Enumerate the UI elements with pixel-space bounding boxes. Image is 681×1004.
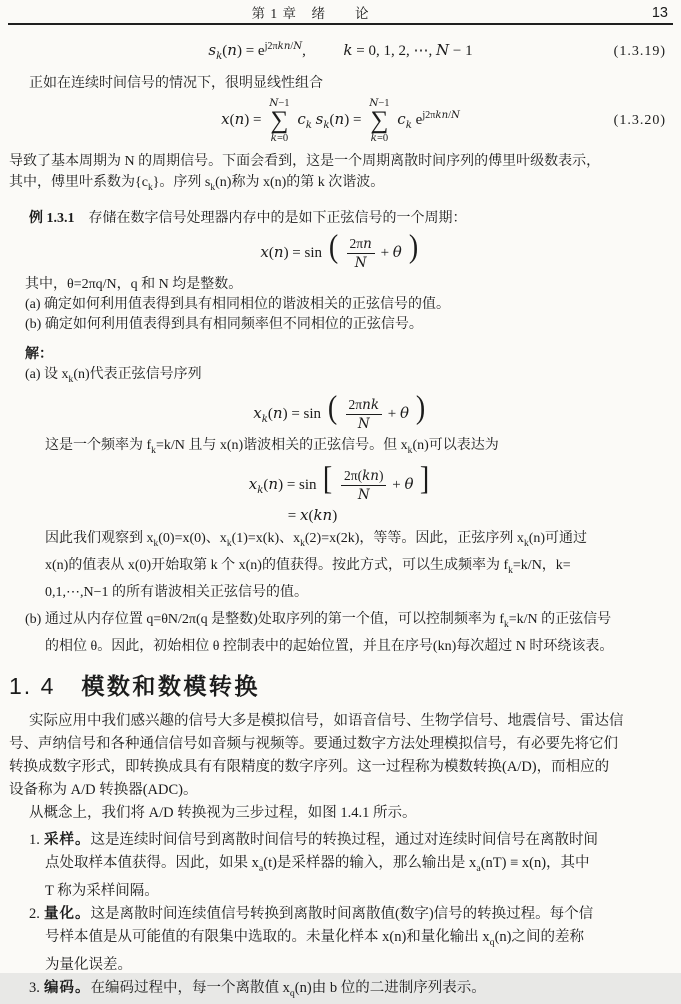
text-line: 0,1,⋯,N−1 的所有谐波相关正弦信号的值。 xyxy=(45,584,309,600)
question-a: (a) 确定如何利用值表得到具有相同相位的谐波相关的正弦信号的值。 xyxy=(25,296,451,312)
section-title: 模数和数模转换 xyxy=(81,672,260,699)
text-line: 其中，傅里叶系数为$\{c_k\}$。序列 $s_k(n)$称为 x(n)的第 k 次谐波。 xyxy=(9,175,385,193)
equation-xk-sin-bracket xyxy=(9,460,672,506)
text-line: 因此我们观察到 $x_k(0)=x(0)$、$x_k(1)=x(k)$、$x_k(2)=x(2k)$，等等。因此，正弦序列 $x_k(n)$可通过 xyxy=(45,531,588,550)
eq-term: + θ xyxy=(387,403,409,422)
example-1-3-1-heading xyxy=(9,209,672,229)
fraction-denominator: N xyxy=(354,254,367,271)
text-line xyxy=(9,903,672,926)
open-bracket: [ xyxy=(323,461,333,498)
equation-1-3-20 xyxy=(9,95,672,147)
equation-xk-sin xyxy=(9,390,672,434)
text-line xyxy=(9,977,672,1004)
fraction-denominator: N xyxy=(357,487,370,504)
text-line: x(n)的值表从 x(0)开始取第 k 个 x(n)的值获得。按此方式，可以生成频率为 $f_k=k/N$，k= xyxy=(45,558,571,576)
solution-a-middle: 这是一个频率为 $f_k=k/N$ 且与 x(n)谐波相关的正弦信号。但 $x_k(n)$可以表达为 xyxy=(45,437,499,456)
step-item-coding xyxy=(9,977,672,1004)
fraction xyxy=(346,397,382,432)
list-number: 1. xyxy=(29,831,40,848)
fraction-numerator: 2π(kn) xyxy=(341,468,386,486)
section-1-4-paragraph xyxy=(9,710,672,825)
equation-body: $s_k(n) = e^{j2\pi kn/N}$, k = 0, 1, 2, ⋯, N − 1 xyxy=(208,41,473,62)
eq-term: $x_k(n) = \sin$ xyxy=(253,403,322,425)
text-line: 号样本值是从可能值的有限集中选取的。未量化样本 x(n)和量化输出 $x_q(n)$之间的差称 xyxy=(45,928,584,948)
close-bracket: ] xyxy=(420,461,430,498)
step-item-quantization xyxy=(9,903,672,977)
solution-b-paragraph xyxy=(9,609,672,657)
paragraph-fourier-series xyxy=(9,151,672,199)
fraction xyxy=(347,236,375,271)
question-b: (b) 确定如何利用值表得到具有相同频率但不同相位的正弦信号。 xyxy=(25,316,423,332)
open-paren: ( xyxy=(327,389,337,426)
solution-a-intro: (a) 设 $x_k(n)$代表正弦信号序列 xyxy=(25,366,202,385)
step-term: 采样。 xyxy=(44,831,91,848)
close-paren: ) xyxy=(408,228,418,265)
text-line: 为量化误差。 xyxy=(45,956,132,973)
equation-number: (1.3.20) xyxy=(613,113,666,128)
section-number: 1. 4 xyxy=(9,672,56,699)
text-line: 实际应用中我们感兴趣的信号大多是模拟信号，如语音信号、生物学信号、地震信号、雷达信 xyxy=(29,712,624,729)
step-term: 量化。 xyxy=(44,905,91,922)
fraction-denominator: N xyxy=(357,415,370,432)
fraction-numerator: 2πnk xyxy=(346,397,382,415)
where-line: 其中，θ=2πq/N，q 和 N 均是整数。 xyxy=(25,276,243,292)
list-number: 2. xyxy=(29,905,40,922)
paragraph-linear-combination: 正如在连续时间信号的情况下，很明显线性组合 xyxy=(29,76,323,91)
equation-1-3-19 xyxy=(9,40,672,64)
text-line: 点处取样本值获得。因此，如果 $x_a(t)$是采样器的输入，那么输出是 $x_a(nT) \equiv x(n)$，其中 xyxy=(45,854,590,874)
equation-example-sinusoid xyxy=(9,229,672,273)
text-line: T 称为采样间隔。 xyxy=(45,882,159,899)
eq-term: $x_k(n) = \sin$ xyxy=(248,475,317,497)
eq-term: + θ xyxy=(392,475,414,494)
step-term: 编码。 xyxy=(44,979,91,996)
example-label: 例 1.3.1 xyxy=(29,210,75,226)
equation-body xyxy=(249,463,432,503)
step-text: 这是离散时间连续值信号转换到离散时间离散值(数字)信号的转换过程。每个信 xyxy=(90,905,594,922)
close-paren: ) xyxy=(415,389,425,426)
eq-term: x(n) = xyxy=(221,110,262,129)
sum-lower-limit: k=0 xyxy=(370,132,389,144)
example-statement: 存储在数字信号处理器内存中的是如下正弦信号的一个周期： xyxy=(88,210,467,226)
fraction xyxy=(341,468,386,503)
eq-term: $c_k$ $s_k(n)$ = xyxy=(297,110,362,132)
page-number: 13 xyxy=(651,5,668,21)
equation-body xyxy=(221,98,460,144)
sum-upper-limit: N−1 xyxy=(369,97,390,109)
step-text: 在编码过程中，每一个离散值 $x_q(n)$由 b 位的二进制序列表示。 xyxy=(90,979,486,999)
list-number: 3. xyxy=(29,979,40,996)
text-line: 导致了基本周期为 N 的周期信号。下面会看到，这是一个周期离散时间序列的傅里叶级数表示， xyxy=(9,154,601,169)
equation-x-kn xyxy=(0,506,644,524)
step-item-sampling xyxy=(9,829,672,903)
eq-term: + θ xyxy=(380,242,402,261)
eq-term: x(n) = sin xyxy=(260,242,323,261)
open-paren: ( xyxy=(328,228,338,265)
equation-number: (1.3.19) xyxy=(613,44,666,59)
text-line: 的相位 θ。因此，初始相位 θ 控制表中的起始位置，并且在序号(kn)每次超过 N 时环绕该表。 xyxy=(45,638,614,654)
sigma-glyph: ∑ xyxy=(270,107,289,134)
step-text: 这是连续时间信号到离散时间信号的转换过程，通过对连续时间信号在离散时间 xyxy=(90,831,598,848)
text-line: 号、声纳信号和各种通信信号如音频与视频等。要通过数字方法处理模拟信号，有必要先将它们 xyxy=(9,735,618,752)
summation-symbol xyxy=(369,98,389,144)
text-line: (b) 通过从内存位置 q=θN/2π(q 是整数)处取序列的第一个值，可以控制频率为 $f_k=k/N$ 的正弦信号 xyxy=(25,611,612,630)
sigma-glyph: ∑ xyxy=(370,107,389,134)
chapter-header: 第 1 章 绪 论 xyxy=(251,6,370,21)
solution-a-paragraph xyxy=(9,528,672,603)
section-heading-1-4 xyxy=(9,670,672,702)
page-header xyxy=(9,0,672,23)
conceptual-three-step-line: 从概念上，我们将 A/D 转换视为三步过程，如图 1.4.1 所示。 xyxy=(29,804,417,821)
equation-body: = x(kn) xyxy=(287,505,338,524)
sum-lower-limit: k=0 xyxy=(270,132,289,144)
sum-upper-limit: N−1 xyxy=(269,97,290,109)
solution-label: 解： xyxy=(25,346,53,362)
fraction-numerator: 2πn xyxy=(347,236,375,254)
text-line: 转换成数字形式，即转换成具有有限精度的数字序列。这一过程称为模数转换(A/D)，而相应的 xyxy=(9,758,610,775)
equation-body xyxy=(253,389,428,432)
eq-term: $c_k$ $e^{j2\pi kn/N}$ xyxy=(397,110,460,132)
text-line: 设备称为 A/D 转换器(ADC)。 xyxy=(9,781,198,798)
summation-symbol xyxy=(269,98,289,144)
text-line xyxy=(9,829,672,852)
equation-body xyxy=(260,228,420,271)
